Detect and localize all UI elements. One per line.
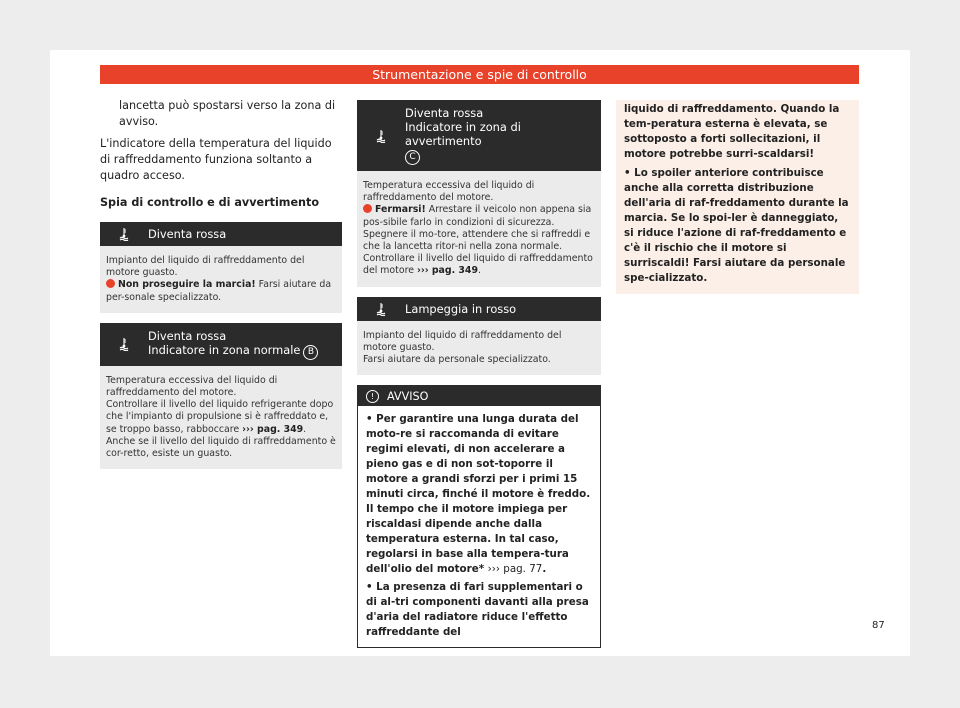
stop-circle-icon — [363, 204, 372, 213]
coolant-temperature-icon — [100, 337, 148, 351]
warning-body — [358, 406, 600, 647]
column-left — [100, 98, 342, 479]
warning-bullet-text: Lo spoiler anteriore contribuisce anche alla corretta distribuzione dell'aria di raf-freddamento durante la marcia. Se lo spoi-ler è danneggiato, si riduce l'azione di raf-freddamento e c'è il rischio che il motore si surriscaldi! Farsi aiutare da personale spe-cializzato. — [624, 167, 849, 284]
box-text: Temperatura eccessiva del liquido di raffreddamento del motore. — [363, 180, 535, 204]
column-right — [616, 100, 859, 294]
box-text-end: . — [303, 423, 307, 435]
warning-bullet-text: Per garantire una lunga durata del moto-re si raccomanda di evitare regimi elevati, di non accelerare a pieno gas e di non sot-toporre il motore a grandi sforzi per i primi 15 minuti circa, finché il motore è freddo. Il tempo che il motore impiega per riscaldasi dipende anche dalla temperatura esterna. In tal caso, regolarsi in base alla tempera-tura dell'olio del motore* — [366, 413, 591, 576]
warning-box-red-warning-zone — [357, 100, 601, 287]
warning-title: AVVISO — [387, 389, 429, 403]
warning-header — [358, 386, 600, 406]
warning-box-red — [100, 222, 342, 313]
coolant-temperature-icon — [357, 302, 405, 316]
column-middle — [357, 100, 601, 648]
box-text — [106, 399, 336, 436]
box-header — [100, 222, 342, 246]
paragraph-indicator: L'indicatore della temperatura del liquido di raffreddamento funziona soltanto a quadro acceso. — [100, 137, 332, 182]
box-title-line1: Diventa rossa — [405, 106, 484, 120]
warning-notice — [357, 385, 601, 648]
box-text-part: Controllare il livello del liquido refrigerante dopo che l'impianto di propulsione si è raffreddato e, se troppo basso, rabboccare — [106, 399, 334, 435]
box-title — [148, 323, 322, 366]
paragraph-continuation: lancetta può spostarsi verso la zona di avviso. — [119, 99, 336, 128]
section-heading: Spia di controllo e di avvertimento — [100, 196, 320, 209]
box-bold-text: Fermarsi! — [375, 204, 426, 216]
box-header — [100, 323, 342, 366]
box-body — [357, 171, 601, 287]
box-text-rest: Farsi aiutare da per-sonale specializzato. — [106, 279, 332, 303]
box-instruction — [363, 204, 595, 277]
box-bold-text: Non proseguire la marcia! — [118, 279, 256, 291]
box-title: Lampeggia in rosso — [405, 301, 517, 316]
box-title — [405, 100, 601, 171]
warning-bullet-text: La presenza di fari supplementari o di al-tri componenti davanti alla presa d'aria del radiatore riduce l'effetto raffreddante del — [366, 581, 589, 639]
warning-bullet-end: . — [542, 563, 547, 576]
box-body — [100, 366, 342, 469]
warning-continuation — [616, 100, 859, 294]
box-title-line2: Indicatore in zona di avvertimento — [405, 120, 521, 148]
callout-badge: B — [303, 345, 318, 360]
page-reference[interactable]: ››› pag. 349 — [416, 265, 478, 277]
box-title-line2: Indicatore in zona normale — [148, 342, 301, 357]
box-text: Anche se il livello del liquido di raffreddamento è cor-retto, esiste un guasto. — [106, 435, 336, 460]
header-title: Strumentazione e spie di controllo — [372, 67, 587, 82]
box-body — [357, 321, 601, 376]
warning-bullet: • Lo spoiler anteriore contribuisce anche alla corretta distribuzione dell'aria di raf-freddamento durante la marcia. Se lo spoi-ler è danneggiato, si riduce l'azione di raf-freddamento e c'è il rischio che il motore si surriscaldi! Farsi aiutare da personale spe-cializzato. — [624, 167, 849, 284]
box-text: Impianto del liquido di raffreddamento del motore guasto. — [106, 255, 305, 279]
page-reference[interactable]: ››› pag. 77 — [487, 563, 543, 576]
box-text: Impianto del liquido di raffreddamento del motore guasto. — [363, 329, 562, 353]
page-number: 87 — [872, 620, 885, 631]
box-text-rest: Arrestare il veicolo non appena sia pos-sibile farlo in condizioni di sicurezza. Spegnere il mo-tore, attendere che si raffreddi e che la lancetta ritor-ni nella zona normale. Controllare il livello del liquido di raffreddamento del motore — [363, 204, 593, 277]
warning-continuation-text: liquido di raffreddamento. Quando la tem-peratura esterna è elevata, se sottoposto a forti sollecitazioni, il motore potrebbe surri-scaldarsi! — [624, 103, 840, 160]
warning-box-red-normal — [100, 323, 342, 469]
page-header — [100, 65, 859, 84]
box-title: Diventa rossa — [148, 227, 227, 241]
box-text: Temperatura eccessiva del liquido di raffreddamento del motore. — [106, 374, 278, 399]
box-header — [357, 297, 601, 321]
page-reference[interactable]: ››› pag. 349 — [242, 423, 304, 435]
warning-bullet: • La presenza di fari supplementari o di al-tri componenti davanti alla presa d'aria del radiatore riduce l'effetto raffreddante del — [366, 581, 589, 639]
warning-circle-icon: ! — [366, 390, 379, 403]
stop-circle-icon — [106, 279, 115, 288]
box-text-end: . — [477, 265, 481, 277]
coolant-temperature-icon — [357, 129, 405, 143]
callout-badge: C — [405, 150, 420, 165]
coolant-temperature-icon — [100, 227, 148, 241]
box-body — [100, 246, 342, 313]
box-instruction — [106, 279, 336, 303]
warning-box-flashing — [357, 297, 601, 376]
box-text: Farsi aiutare da personale specializzato. — [363, 354, 551, 366]
warning-bullet: • Per garantire una lunga durata del moto-re si raccomanda di evitare regimi elevati, di non accelerare a pieno gas e di non sot-toporre il motore a grandi sforzi per i primi 15 minuti circa, finché il motore è freddo. Il tempo che il motore impiega per riscaldasi dipende anche dalla temperatura esterna. In tal caso, regolarsi in base alla tempera-tura dell'olio del motore* ››› pag. 77. — [366, 413, 591, 576]
box-title-line1: Diventa rossa — [148, 328, 227, 343]
box-header — [357, 100, 601, 171]
